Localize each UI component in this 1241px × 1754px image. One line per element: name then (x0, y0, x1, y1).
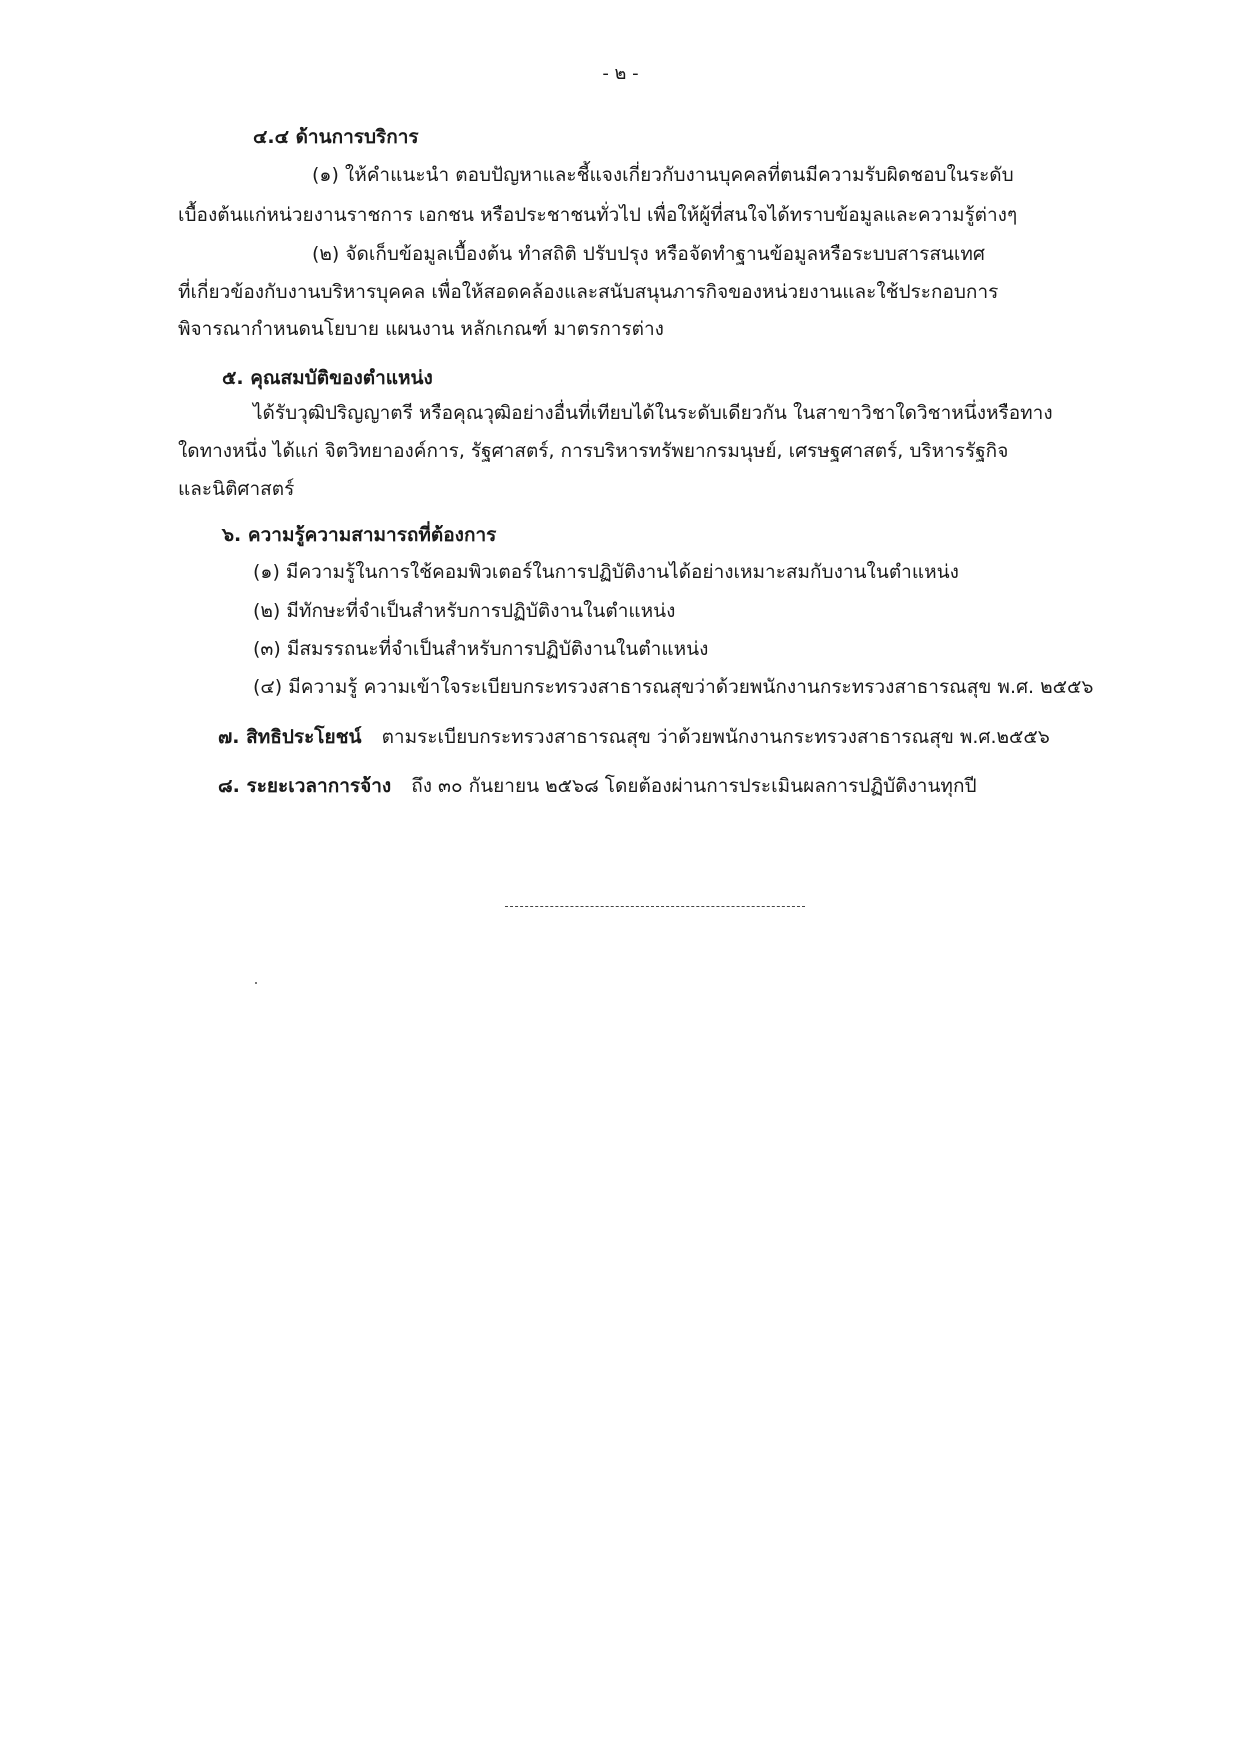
section-5-line2: ใดทางหนึ่ง ได้แก่ จิตวิทยาองค์การ, รัฐศาสตร์, การบริหารทรัพยากรมนุษย์, เศรษฐศาสตร์, บริหารรัฐกิจ (178, 440, 1009, 462)
section-8-row (218, 771, 977, 801)
section-6-item-4: (๔) มีความรู้ ความเข้าใจระเบียบกระทรวงสาธารณสุขว่าด้วยพนักงานกระทรวงสาธารณสุข พ.ศ. ๒๕๕๖ (253, 676, 1094, 698)
section-6-item-2: (๒) มีทักษะที่จำเป็นสำหรับการปฏิบัติงานในตำแหน่ง (253, 600, 676, 622)
section-4-4-item2-line3: พิจารณากำหนดนโยบาย แผนงาน หลักเกณฑ์ มาตรการต่าง (178, 318, 664, 340)
section-6-item-3: (๓) มีสมรรถนะที่จำเป็นสำหรับการปฏิบัติงานในตำแหน่ง (253, 638, 709, 660)
section-4-4-item2-line1: (๒) จัดเก็บข้อมูลเบื้องต้น ทำสถิติ ปรับปรุง หรือจัดทำฐานข้อมูลหรือระบบสารสนเทศ (312, 243, 985, 265)
section-5-line3: และนิติศาสตร์ (178, 478, 295, 500)
section-5-line1: ได้รับวุฒิปริญญาตรี หรือคุณวุฒิอย่างอื่นที่เทียบได้ในระดับเดียวกัน ในสาขาวิชาใดวิชาหนึ่งหรือทาง (253, 402, 1053, 424)
section-7-row (218, 722, 1050, 752)
section-7-label: ๗. สิทธิประโยชน์ (218, 726, 362, 748)
page-number: - ๒ - (602, 63, 639, 84)
section-5-heading: ๕. คุณสมบัติของตำแหน่ง (222, 367, 433, 389)
end-divider (505, 906, 805, 907)
stray-dot (255, 982, 257, 984)
section-4-4-heading: ๔.๔ ด้านการบริการ (253, 126, 419, 148)
section-4-4-item1-line1: (๑) ให้คำแนะนำ ตอบปัญหาและชี้แจงเกี่ยวกับงานบุคคลที่ตนมีความรับผิดชอบในระดับ (312, 164, 1014, 186)
section-6-item-1: (๑) มีความรู้ในการใช้คอมพิวเตอร์ในการปฏิบัติงานได้อย่างเหมาะสมกับงานในตำแหน่ง (253, 561, 959, 583)
section-8-label: ๘. ระยะเวลาการจ้าง (218, 775, 392, 797)
section-6-heading: ๖. ความรู้ความสามารถที่ต้องการ (222, 524, 497, 546)
section-4-4-item2-line2: ที่เกี่ยวข้องกับงานบริหารบุคคล เพื่อให้สอดคล้องและสนับสนุนภารกิจของหน่วยงานและใช้ประกอบการ (178, 281, 999, 303)
section-4-4-item1-line2: เบื้องต้นแก่หน่วยงานราชการ เอกชน หรือประชาชนทั่วไป เพื่อให้ผู้ที่สนใจได้ทราบข้อมูลและความรู้ต่างๆ (178, 204, 1018, 226)
section-8-text: ถึง ๓๐ กันยายน ๒๕๖๘ โดยต้องผ่านการประเมินผลการปฏิบัติงานทุกปี (411, 775, 977, 797)
section-7-text: ตามระเบียบกระทรวงสาธารณสุข ว่าด้วยพนักงานกระทรวงสาธารณสุข พ.ศ.๒๕๕๖ (381, 726, 1050, 748)
